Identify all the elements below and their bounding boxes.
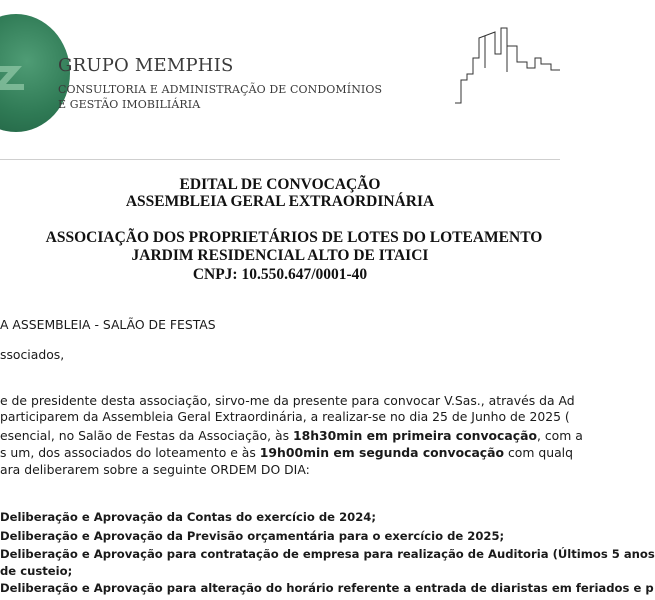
paragraph-line-3-a: esencial, no Salão de Festas da Associação, às: [0, 428, 293, 443]
paragraph-line-5: ara deliberarem sobre a seguinte ORDEM DO DIA:: [0, 462, 310, 477]
greeting: ssociados,: [0, 347, 65, 362]
paragraph-line-3-c: , com a: [536, 428, 583, 443]
assembleia-title: ASSEMBLEIA GERAL EXTRAORDINÁRIA: [125, 193, 435, 210]
agenda-item-2: Deliberação e Aprovação da Previsão orçamentária para o exercício de 2025;: [0, 529, 505, 543]
associacao-title-line-1: ASSOCIAÇÃO DOS PROPRIETÁRIOS DE LOTES DO LOTEAMENTO: [45, 229, 543, 246]
header-divider: [0, 159, 560, 160]
agenda-item-4: Deliberação e Aprovação para alteração do horário referente a entrada de diaristas em feriados e p: [0, 581, 654, 595]
edital-title: EDITAL DE CONVOCAÇÃO: [179, 176, 381, 193]
skyline-icon: [455, 28, 560, 108]
cnpj: CNPJ: 10.550.647/0001-40: [192, 266, 368, 283]
paragraph-line-4-c: com qualq: [504, 445, 573, 460]
paragraph-line-4-a: s um, dos associados do loteamento e às: [0, 445, 260, 460]
company-subtitle: [58, 82, 382, 112]
first-call-time: 18h30min em primeira convocação: [292, 428, 537, 443]
company-name: GRUPO MEMPHIS: [58, 55, 234, 76]
meeting-location: A ASSEMBLEIA - SALÃO DE FESTAS: [0, 317, 216, 332]
second-call-time: 19h00min em segunda convocação: [259, 445, 505, 460]
paragraph-line-2: participarem da Assembleia Geral Extraordinária, a realizar-se no dia 25 de Junho de 2025 (: [0, 409, 570, 424]
associacao-title-line-2: JARDIM RESIDENCIAL ALTO DE ITAICI: [131, 247, 429, 264]
paragraph-line-3: [0, 427, 600, 444]
agenda-item-1: Deliberação e Aprovação da Contas do exercício de 2024;: [0, 510, 376, 524]
agenda-item-3-continued: de custeio;: [0, 564, 73, 578]
agenda-item-3: Deliberação e Aprovação para contratação de empresa para realização de Auditoria (Últimos 5 anos: [0, 547, 655, 561]
company-subtitle-line-2: E GESTÃO IMOBILIÁRIA: [58, 98, 201, 111]
company-subtitle-line-1: CONSULTORIA E ADMINISTRAÇÃO DE CONDOMÍNIOS: [58, 83, 383, 96]
paragraph-line-4: [0, 444, 600, 461]
company-block: [58, 55, 382, 112]
paragraph-line-1: e de presidente desta associação, sirvo-me da presente para convocar V.Sas., através da Ad: [0, 393, 575, 408]
